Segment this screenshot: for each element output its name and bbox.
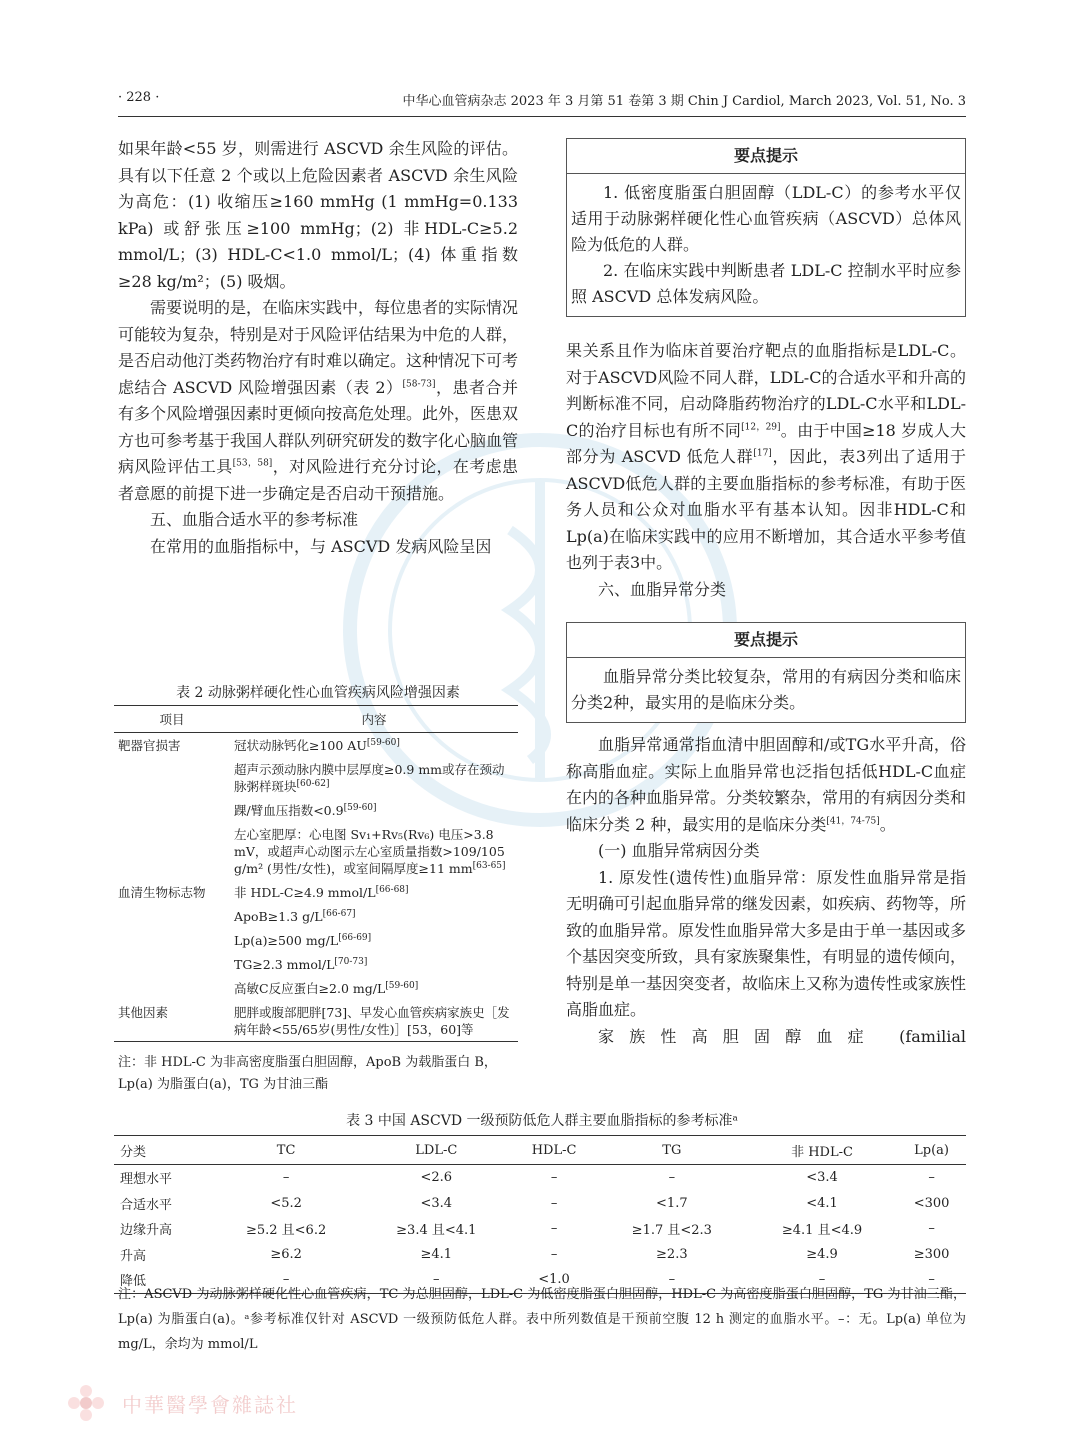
- table-row: [114, 822, 518, 880]
- table-header: 项目: [114, 706, 230, 733]
- box-paragraph: 2. 在临床实践中判断患者 LDL-C 控制水平时应参照 ASCVD 总体发病风险。: [571, 261, 961, 306]
- paragraph: 1. 原发性(遗传性)血脂异常：原发性血脂异常是指无明确可引起血脂异常的继发因素，如疾病、药物等，所致的血脂异常。原发性血脂异常大多是由于单一基因或多个基因突变所致，具有家族聚集性，有明显的遗传倾向，特别是单一基因突变者，故临床上又称为遗传性或家族性高脂血症。: [566, 867, 967, 1019]
- table-header: 分类: [114, 1136, 211, 1165]
- table-cell: –: [550, 1195, 558, 1211]
- table-cell: 边缘升高: [120, 1223, 173, 1239]
- table-cell: –: [928, 1221, 935, 1237]
- table-cell: <4.1: [806, 1195, 838, 1211]
- paragraph: 家族性高胆固醇血症 (familial: [598, 1026, 966, 1046]
- table2-note: 注：非 HDL-C 为非高密度脂蛋白胆固醇，ApoB 为载脂蛋白 B，Lp(a) 为脂蛋白(a)，TG 为甘油三酯: [118, 1055, 497, 1092]
- table-row: [114, 798, 518, 822]
- table-cell: ≥1.7 且<2.3: [631, 1223, 712, 1239]
- table-cell: –: [747, 1267, 897, 1293]
- table3: [114, 1135, 966, 1294]
- table-row: [114, 928, 518, 952]
- table-header: LDL-C: [361, 1136, 511, 1165]
- table-cell: 降低: [114, 1267, 211, 1293]
- table-row: [114, 1216, 966, 1242]
- table-row: [114, 733, 518, 758]
- subsection-heading: (一) 血脂异常病因分类: [598, 841, 760, 860]
- table-cell: [114, 952, 230, 976]
- table-cell: 左心室肥厚：心电图 Sv₁+Rv₅(Rv₆) 电压>3.8 mV，或超声心动图示左心室质量指数>109/105 g/m² (男性/女性)，或室间隔厚度≥11 mm[63-65]: [234, 827, 506, 876]
- table-cell: [114, 904, 230, 928]
- section-heading: 六、血脂异常分类: [598, 579, 727, 599]
- table-header: TG: [597, 1136, 747, 1165]
- table-cell: [114, 757, 230, 798]
- table3-title: 表 3 中国 ASCVD 一级预防低危人群主要血脂指标的参考标准ᵃ: [346, 1113, 738, 1129]
- paragraph: 需要说明的是，在临床实践中，每位患者的实际情况可能较为复杂，特别是对于风险评估结果为中危的人群，是否启动他汀类药物治疗有时难以确定。这种情况下可考虑结合 ASCVD 风险增强因素（表 2）[58-73]，患者合并有多个风险增强因素时更倾向按高危处理。此外，医患双方也可参考基于我国人群队列研究研发的数字化心脑血管病风险评估工具[53，58]，对风险进行充分讨论，在考虑患者意愿的前提下进一步确定是否启动干预措施。: [118, 298, 519, 503]
- table-cell: 理想水平: [120, 1172, 173, 1188]
- table-cell: 踝/臂血压指数<0.9[59-60]: [234, 802, 377, 818]
- table-row: [114, 1165, 966, 1191]
- publisher-logo-text: 中華醫學會雜誌社: [122, 1393, 298, 1417]
- paragraph: 血脂异常通常指血清中胆固醇和/或TG水平升高，俗称高脂血症。实际上血脂异常也泛指包括低HDL-C血症在内的各种血脂异常。分类较繁杂，常用的有病因分类和临床分类 2 种，最实用的是临床分类[41，74-75]。: [566, 735, 967, 834]
- table-cell: 升高: [120, 1248, 147, 1264]
- journal-running-head: 中华心血管病杂志 2023 年 3 月第 51 卷第 3 期 Chin J Cardiol, March 2023, Vol. 51, No. 3: [402, 94, 966, 109]
- table-cell: 非 HDL-C≥4.9 mmol/L[66-68]: [234, 884, 409, 900]
- table-cell: 靶器官损害: [118, 738, 181, 753]
- table-cell: 其他因素: [114, 1000, 230, 1042]
- section-heading: 五、血脂合适水平的参考标准: [150, 510, 359, 529]
- box-title: 要点提示: [567, 623, 965, 658]
- table-row: [114, 904, 518, 928]
- table-cell: –: [211, 1267, 361, 1293]
- paragraph: 在常用的血脂指标中，与 ASCVD 发病风险呈因: [150, 536, 492, 556]
- table-cell: –: [668, 1170, 676, 1186]
- key-points-box: [566, 622, 966, 723]
- table-cell: –: [282, 1170, 290, 1186]
- table-cell: 超声示颈动脉内膜中层厚度≥0.9 mm或存在颈动脉粥样斑块[60-62]: [234, 762, 505, 794]
- table-header: 非 HDL-C: [747, 1136, 897, 1165]
- table-cell: 高敏C反应蛋白≥2.0 mg/L[59-60]: [234, 980, 419, 996]
- table-cell: <5.2: [270, 1195, 302, 1211]
- table-cell: <1.0: [511, 1267, 596, 1293]
- table2-title: 表 2 动脉粥样硬化性心血管疾病风险增强因素: [176, 685, 460, 701]
- box-paragraph: 血脂异常分类比较复杂，常用的有病因分类和临床分类2种，最实用的是临床分类。: [571, 667, 961, 712]
- table-cell: 肥胖或腹部肥胖[73]、早发心血管疾病家族史［发病年龄<55/65岁(男性/女性)］[53，60]等: [230, 1000, 518, 1042]
- table-cell: ≥5.2 且<6.2: [245, 1223, 327, 1239]
- flower-icon: [66, 1383, 106, 1423]
- table-cell: Lp(a)≥500 mg/L[66-69]: [234, 932, 372, 948]
- table-cell: ApoB≥1.3 g/L[66-67]: [234, 908, 356, 924]
- table-cell: [114, 822, 230, 880]
- table-cell: 冠状动脉钙化≥100 AU[59-60]: [234, 737, 400, 753]
- table-cell: –: [550, 1246, 558, 1262]
- table-row: [114, 952, 518, 976]
- table-cell: ≥4.1: [420, 1246, 453, 1262]
- page-header: [118, 90, 966, 117]
- table-cell: –: [361, 1267, 511, 1293]
- table-cell: <2.6: [420, 1170, 453, 1186]
- table-cell: [114, 928, 230, 952]
- table-cell: ≥4.9: [806, 1246, 838, 1262]
- table-cell: ≥6.2: [270, 1246, 302, 1262]
- table-row: [114, 757, 518, 798]
- table-row: [114, 976, 518, 1000]
- table-cell: [114, 976, 230, 1000]
- table-cell: ≥4.1 且<4.9: [781, 1223, 863, 1239]
- table-cell: ≥3.4 且<4.1: [396, 1223, 477, 1239]
- key-points-box: [566, 138, 966, 317]
- box-title: 要点提示: [567, 139, 965, 174]
- table-row: [114, 880, 518, 904]
- table-cell: ≥2.3: [656, 1246, 688, 1262]
- table-cell: <3.4: [420, 1195, 453, 1211]
- table-cell: –: [550, 1170, 558, 1186]
- table-header: Lp(a): [897, 1136, 966, 1165]
- left-column: [118, 136, 518, 560]
- table-cell: –: [897, 1267, 966, 1293]
- table-cell: <300: [913, 1195, 950, 1211]
- box-paragraph: 1. 低密度脂蛋白胆固醇（LDL-C）的参考水平仅适用于动脉粥样硬化性心血管疾病（ASCVD）总体风险为低危的人群。: [571, 183, 961, 254]
- right-column-upper: [566, 338, 966, 603]
- table-cell: 合适水平: [120, 1197, 173, 1213]
- table-cell: –: [597, 1267, 747, 1293]
- table-row: [114, 1191, 966, 1217]
- paragraph: 果关系且作为临床首要治疗靶点的血脂指标是LDL-C。对于ASCVD风险不同人群，LDL-C的合适水平和升高的判断标准不同，启动降脂药物治疗的LDL-C水平和LDL-C的治疗目标也有所不同[12，29]。由于中国≥18 岁成人大部分为 ASCVD 低危人群[17]，因此，表3列出了适用于ASCVD低危人群的主要血脂指标的参考标准，有助于医务人员和公众对血脂水平有基本认知。因非HDL-C和Lp(a)在临床实践中的应用不断增加，其合适水平参考值也列于表3中。: [566, 341, 966, 572]
- table-cell: TG≥2.3 mmol/L[70-73]: [234, 956, 368, 972]
- publisher-logo: [66, 1383, 486, 1423]
- paragraph: 如果年龄<55 岁，则需进行 ASCVD 余生风险的评估。具有以下任意 2 个或以上危险因素者 ASCVD 余生风险为高危：(1) 收缩压≥160 mmHg (1 mmHg=0.133 kPa) 或舒张压≥100 mmHg；(2) 非HDL-C≥5.2 mmol/L；(3) HDL-C<1.0 mmol/L；(4) 体重指数≥28 kg/m²；(5) 吸烟。: [118, 139, 518, 291]
- table2: [114, 705, 518, 1042]
- table3-note: 注：ASCVD 为动脉粥样硬化性心血管疾病，TC 为总胆固醇，LDL-C 为低密度脂蛋白胆固醇，HDL-C 为高密度脂蛋白胆固醇，TG 为甘油三酯，Lp(a) 为脂蛋白(a)。ᵃ参考标准仅针对 ASCVD 一级预防低危人群。表中所列数值是干预前空腹 12 h 测定的血脂水平。–：无。Lp(a) 单位为 mg/L，余均为 mmol/L: [118, 1287, 966, 1352]
- page-number: · 228 ·: [118, 90, 160, 105]
- table-cell: –: [550, 1221, 558, 1237]
- table-header: TC: [211, 1136, 361, 1165]
- table-row: [114, 1242, 966, 1268]
- table-cell: ≥300: [913, 1246, 950, 1262]
- table-cell: –: [928, 1170, 935, 1186]
- table-cell: 血清生物标志物: [118, 885, 206, 900]
- table-header: HDL-C: [511, 1136, 596, 1165]
- table-cell: <1.7: [656, 1195, 688, 1211]
- right-column-lower: [566, 732, 966, 1050]
- table-row: [114, 1000, 518, 1042]
- table-header: 内容: [230, 706, 518, 733]
- table-cell: <3.4: [806, 1170, 838, 1186]
- table-cell: [114, 798, 230, 822]
